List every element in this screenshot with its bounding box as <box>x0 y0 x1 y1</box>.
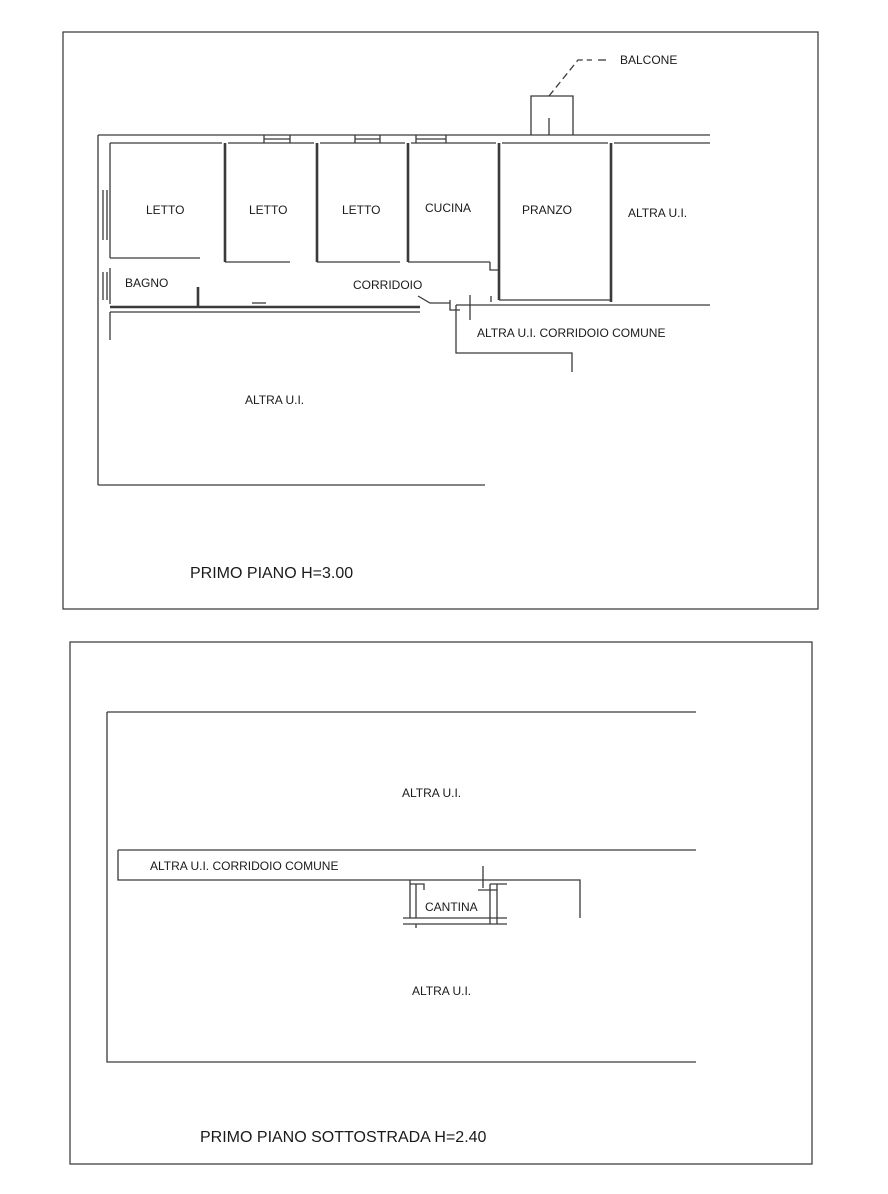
room-letto-2-label: LETTO <box>249 203 288 217</box>
balcone-label: BALCONE <box>620 53 678 67</box>
top-plan-frame <box>63 32 818 609</box>
room-altra-ui-right-label: ALTRA U.I. <box>628 206 688 220</box>
sottostrada-plan <box>70 642 812 1164</box>
plan-top-title: PRIMO PIANO H=3.00 <box>190 565 354 582</box>
plan-bottom-title: PRIMO PIANO SOTTOSTRADA H=2.40 <box>200 1129 487 1146</box>
room-cucina-label: CUCINA <box>425 201 472 215</box>
room-letto-1-label: LETTO <box>146 203 185 217</box>
room-bagno-label: BAGNO <box>125 276 169 290</box>
apartment-walls <box>98 135 710 485</box>
room-letto-3-label: LETTO <box>342 203 381 217</box>
primo-piano-plan <box>63 32 818 609</box>
room-altra-ui-corridoio-label: ALTRA U.I. CORRIDOIO COMUNE <box>477 326 666 340</box>
room-altra-ui-corridoio-label: ALTRA U.I. CORRIDOIO COMUNE <box>150 859 339 873</box>
room-pranzo-label: PRANZO <box>522 203 573 217</box>
room-corridoio-label: CORRIDOIO <box>353 278 423 292</box>
balcony <box>531 60 606 135</box>
sottostrada-walls <box>107 712 696 1062</box>
room-altra-ui-bottom-label: ALTRA U.I. <box>412 984 472 998</box>
room-altra-ui-top-label: ALTRA U.I. <box>402 786 462 800</box>
room-altra-ui-bottom-label: ALTRA U.I. <box>245 393 305 407</box>
room-cantina-label: CANTINA <box>425 900 478 914</box>
